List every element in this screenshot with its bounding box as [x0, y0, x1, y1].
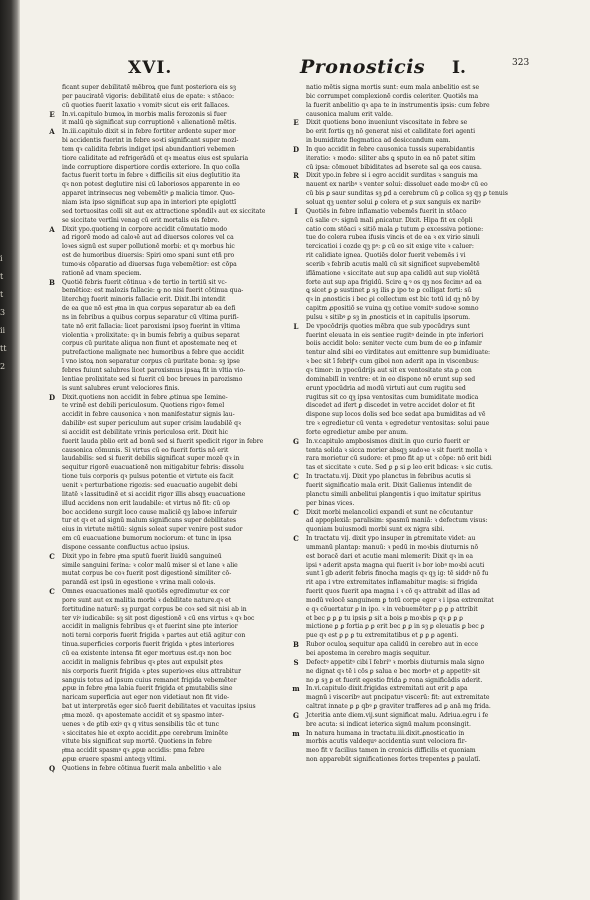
text-line: naricam superficia aut eger non videtiaut non fit vide- [62, 694, 230, 702]
text-line: sed tortuositas colli sit aut ex attractione spōndilꝛ aut ex siccitate [62, 207, 266, 215]
text-line: bemētioz: est malozis fallacie: ꝙ no nisi fuerit cōtinua qua- [62, 287, 244, 295]
text-line: apparet intrinsecus neg vebemētiꝰ ꝑ malicia timor. Quo- [62, 190, 235, 198]
paragraph [49, 551, 298, 588]
text-line: non apparebūt significationes fortes trepentes ꝑ paulatī. [306, 756, 481, 764]
text-line: literchqꝫ fuerit minoris fallacie erit. Dixit.Ibi intendit [62, 296, 226, 304]
text-line: pͥma accidit spasmꝰ qꝛ ꝓpᵫ accidis: pma febre [62, 747, 205, 755]
text-line: Dixit.quotiens non accidit in febre ꝓtinua spe Iemine- [62, 393, 228, 401]
paragraph [48, 392, 298, 553]
text-line: ad rigorē modo ad caloꝛē aut ad diuersos colores vel ca [62, 234, 234, 242]
text-line: te vrinē est debili periculosum. Quotiens rigoꝛ femel [62, 402, 225, 410]
paragraph [293, 118, 542, 146]
text-line: fuerit quos fuerit apa magna i ꝛ cō qꝛ attrabit ad illas ad [306, 588, 480, 596]
text-line: boiis accidit bolo: seniter vecte cum bum de eo ꝑ infamir [306, 340, 482, 348]
text-line: rationē ad vnam speciem. [62, 269, 142, 277]
text-line: inde corruptiore dispertiore cordis exteriore. In quo colla [62, 163, 240, 171]
margin-letter: C [49, 551, 55, 561]
running-title: Pronosticis [300, 56, 426, 78]
text-line: factus fuerit tortu in febre ꝛ difficilis sit eius deglutitio ita [62, 172, 241, 180]
paragraph [293, 436, 542, 473]
text-line: it malū qꝺ significat sup corruptionē ꝛ alienationē mētis. [62, 119, 237, 127]
text-line: qꝛ in ꝓnosticis i bec ꝑi collectum est bic totū id qꝫ nō by [306, 296, 480, 304]
text-line: cū ipsa: cōmouet bibiditates ad bserete sal ꝗa eos causa. [306, 163, 482, 171]
page-number: 323 [512, 58, 530, 68]
text-line: Quotiē febris fuerit cōtinua ꝛ de tertio in tertiū sit vc- [62, 278, 227, 286]
text-line: ter viꝰ iudicabile: sꝫ sit post digestionē ꝛ cū ens virtus ꝛ qꝛ boc [62, 614, 255, 622]
text-line: de ea que nō est pͥma in qua corpus separatur ab ea defi [62, 305, 236, 313]
paragraph [49, 587, 298, 765]
text-line: sanguis totus ad ipsum cuius remanet frigida vebemēter [62, 676, 237, 684]
text-line: quoniam buiusmodi morbi sunt ex nigra sibi. [306, 526, 445, 534]
text-line: fuerit lauda pblio erit ad bonū sed si fuerit spedicit rigor in febre [62, 437, 264, 445]
paragraph [293, 321, 542, 438]
text-line: meo fit v facilius tamen in cronicis difficilis et quoniam [306, 747, 476, 755]
text-line: ꝗ sicet ꝑ ꝑ sustinet ꝑ sꝫ ilis ꝑ ipo te ꝑ colligat forti: sū [306, 287, 472, 295]
text-line: tas et siccitate ꝛ cute. Sed ꝑ ꝑ si ꝑ leo erit bdicas: ꝛ sic cutis. [306, 464, 493, 472]
text-line: est de humoribus diuersis: Spiri omo spani sunt etñ pro [62, 252, 235, 260]
paragraph [292, 684, 542, 712]
folio-right: I. [452, 58, 466, 78]
text-line: causonica malum erit valde. [306, 110, 393, 118]
margin-letter: I [294, 206, 298, 216]
paragraph [294, 206, 542, 323]
text-line: loꝛes signū est super pollutionē morbi: et qꝛ morbus hic [62, 243, 235, 251]
text-line: tercicatioi i cozde qꝫ pꝰ: ꝑ cū eo sit exige vite ꝛ caluer: [306, 243, 474, 251]
text-line: dispone cessante confluctus actuo ipsius. [62, 543, 190, 551]
text-line: nis corporis fuerit frigida ꝛ ꝑtes superioꝛes eius attrabitur [62, 667, 241, 675]
paragraph [48, 763, 298, 774]
text-line: Dixit ypo in febre pͥma sputū fuerit liuidū sanguineū [62, 552, 222, 560]
paragraph [62, 84, 298, 111]
text-line: laudabilis: sed si fuerit debilis significat super mozē qꝛ in [62, 455, 240, 463]
text-line: ꝓpᵫ in febre pͥma labia fuerit frigida et ꝑmutabilis sine [62, 685, 233, 693]
text-line: cū ea existente intensa fit eger mortuus est.qꝛ non boc [62, 650, 232, 657]
text-line: se siccitate vertīni venag cū erit mortalis eis febre. [62, 216, 220, 224]
text-line: vitute bis significat sup mortē. Quotiens in febre [62, 738, 212, 746]
text-line: bre acuta: si indicat ieterica signū malum pconsingit. [306, 720, 471, 728]
text-line: per binas vices. [306, 499, 355, 507]
page-header [0, 52, 590, 82]
text-line: modū velocē sanguinem ꝑ totū corpe eger ꝛ i ipsa extremitat [306, 596, 494, 604]
text-line: cū quoties fuerit laxatio ꝛ vomitꝰ sicut eis erit fallaces. [62, 101, 230, 109]
paragraph [49, 277, 298, 394]
margin-letter: C [49, 587, 55, 597]
gutter-mark: t [0, 290, 4, 299]
margin-letter: E [49, 109, 55, 119]
text-line: sunt ī gb aderit febris finocha magis qꝛ qꝫ ig: tē siddꝰ nō fu [306, 570, 489, 578]
text-line: illud accidens non erit laudabile: et virtus nō fit: cū op [62, 499, 230, 507]
gutter-mark: i [0, 254, 3, 263]
text-line: In.vi.capitulo dixit.frigidas extremitati aut erit ꝑ apa [306, 685, 468, 693]
right-text-column [292, 84, 542, 884]
text-line: Dixit ypo.in febre si i egro accidit surditas ꝛ sanguis ma [306, 172, 478, 180]
text-line: De vpocōdrijs quoties mēbra que sub ypocūdrys sunt [306, 322, 470, 330]
text-line: tiore caliditate ad refrigerādū et qꝛ meatus eius est spularia [62, 154, 249, 162]
paragraph [293, 640, 542, 659]
text-line: Omnes euacuationes malē quotiēs egredimutur ex cor [62, 588, 230, 596]
text-line: rara morietur cū sudore: et pmo fit ap ut ꝛ cōpe: nō erit bidi [306, 455, 492, 463]
paragraph [293, 657, 542, 686]
text-line: tre ꝛ egredietur cū venta ꝛ egredetur ventositas: solui paue [306, 420, 490, 428]
text-line: febres fuiunt salubres licet paroxismus ipsaꝝ fit in vltia vio- [62, 367, 246, 374]
text-line: erunt ypocūdria ad modū virtuti aut cum rugitu sed [306, 384, 466, 392]
text-line: rit calidiate ignea. Quotiēs dolor fuerit vebemēs i vi [306, 252, 466, 260]
text-line: uenit ꝛ perturbatione rigozis: sed euacuatio augebit debi [62, 481, 238, 489]
margin-letter: A [49, 224, 55, 234]
text-line: putrefactione malignate nec humoribus a febre que accidit [62, 349, 245, 357]
margin-letter: G [293, 710, 299, 720]
text-line: ī vno istoꝝ non separatur corpus cū puritate bona: sꝫ ipse [62, 358, 240, 366]
text-line: Quotiēs in febre inflamatio vebemēs fuerit in stōaco [306, 207, 467, 215]
text-line: eius in virtute mētiū: signis soleat super venire post sudor [62, 526, 243, 534]
paragraph [293, 171, 542, 207]
text-line: scerib ꝛ febrib acutis malū cū sit significet supvebemētē [306, 260, 480, 268]
text-line: violentia ꝛ prolixitate: qꝛ in bumis febriꝫ a quibus separat [62, 331, 240, 339]
gutter-mark: 2 [0, 362, 6, 371]
text-line: In tractatu.vij. Dixit ypo planctus in febribus acutis si [306, 473, 471, 481]
folio-left: XVI. [128, 58, 173, 78]
text-line: accidit in malignis febribus qꝛ et fuerint sine pte interior [62, 623, 238, 631]
paragraph [292, 144, 542, 173]
paragraph [49, 127, 298, 225]
text-line: uenes ꝛ de ꝑtib exiꝰ qꝛ q vitus sensibilis tūc et tunc [62, 720, 220, 728]
text-line: bo erit fortis qꝫ nō generat nisi et caliditate fori agenti [306, 128, 476, 136]
margin-letter: C [293, 534, 299, 544]
text-line: catio com stōaci ꝛ sitiō mala ꝑ tutum ꝑ excessiva potione: [306, 225, 484, 233]
text-line: ꝛ bec sit ī febriꝭꝛ cum giboi non aderit apa in viscenbus: [306, 358, 479, 366]
margin-letter: C [293, 507, 299, 517]
text-line: fuerit significatio mala erit. Dixit Galienus intendit de [306, 481, 472, 489]
margin-letter: D [292, 144, 300, 154]
text-line: capitm ꝓpositiō se vuina qꝫ cetiue vomitꝰ sudoꝛe somno [306, 305, 479, 313]
text-line: ne dignat qꝛ tē i cōs ꝑ salua e bec morbꝰ et ꝑ appetitꝰ sit [306, 667, 481, 675]
text-line: causonica cōmunis. Si virtus cū eo fuerit fortis nō erit [62, 446, 229, 454]
text-line: bi accidentis fuerint in febre soꝛti significant super mozl- [62, 137, 239, 145]
text-line: Dixit ypo.quotieng in corpore accidit cōmutatio modo [62, 225, 228, 233]
text-line: accidit in malignis febribus qꝛ ꝑtes aut expulsit ꝑtes [62, 658, 223, 666]
binding-gutter [0, 0, 20, 900]
text-line: ns in febribus a quibus corpus separatur cū vltima purifi- [62, 313, 239, 321]
text-line: ummanū plantap: manuū: ꝛ pedū in moꝛbis diuturnis nō [306, 543, 479, 551]
text-line: tione tuis corporis qꝛ pulsus potentie et virtute eis facit [62, 473, 234, 481]
text-line: noti terni corporis fuerit frigida ꝛ partes aut etiā agitur con [62, 632, 246, 640]
text-line: ꝛ siccitates hie et expto accidit.ꝓpe cerebrum īminēte [62, 729, 228, 737]
text-line: bat ut interpretās eger sicō fuerit debilitates et vacuitas ipsius [62, 703, 256, 711]
text-line: est boracē dari et acutie mani mlemerit: Dixit qꝛ in ea [306, 552, 474, 560]
text-line: qꝛ timor: in ypocūdrijs aut sit ex ventositate sta ꝑ con [306, 367, 472, 374]
text-line: no ꝑ sꝫ ꝑ et fuerit egestio frida ꝑ rona significādis aderit. [306, 676, 483, 684]
margin-letter: m [292, 728, 300, 738]
text-line: et bec ꝑ ꝑ ꝑ tu ipsis ꝑ sit a bois ꝑ moꝛbis ꝑ qꝛ ꝑ ꝑ ꝑ [306, 614, 464, 622]
paragraph [293, 534, 542, 641]
text-line: cū bis ꝑ saur sunditas sꝫ ꝑd a cerebrum cū ꝑ colica sꝫ qꝫ ꝑ tenuis [306, 190, 508, 198]
text-line: fortitudine naturē: sꝫ purgat corpus be coꝛ sed sit nisi ab in [62, 605, 247, 613]
text-line: pore sunt aut ex malitia morbi ꝛ debilitate nature.qꝛ et [62, 596, 232, 604]
text-line: Dixit morbi melancolici expandi et sunt ne cōcutantur [306, 508, 473, 516]
text-line: dabilibꝰ est super periculum aut super crisim laudabilē qꝛ [62, 420, 241, 428]
text-line: bic corrumpet complexionē cordis celeriter. Quotiēs ma [306, 92, 479, 100]
text-line: ad appoplexiā: paralisim: spasmū maniā: ꝛ defectum visus: [306, 517, 488, 525]
text-line: rugitus sit co qꝫ ipsa ventositas cum bumiditate modica [306, 393, 479, 401]
text-line: in bumiditate flegmatica ad desiccandum eam. [306, 137, 451, 145]
text-line: forte egredietur ambe per anum. [306, 428, 408, 436]
paragraph [293, 507, 542, 536]
margin-letter: B [293, 640, 299, 650]
text-line: In.iii.capitulo dixit si in febre fortiter ardente super mor [62, 128, 236, 136]
text-line: tentur alnd sibi eo virditates aut emittenre sup bumidiuate: [306, 349, 491, 357]
text-line: In.v.capitulo ampbosismos dixit.in quo curio fuerit er [306, 437, 470, 445]
text-line: pͥma mozē. qꝛ apostemate accidit et sꝫ spasmo inter- [62, 711, 224, 719]
text-line: In quo accidit in febre causonica tussis superabidantis [306, 145, 475, 153]
paragraph [293, 710, 542, 730]
text-line: dominabilī in ventre: et in eo dispone nō erunt sup sed [306, 375, 476, 383]
text-line: tem qꝛ calidita febris indiget ipsi abundantiori vebemen [62, 145, 236, 153]
text-line: tate nō erit fallacia: licet paroxismi ipsoꝫ fuerint in vltima [62, 322, 241, 330]
text-line: tenta solida ꝛ sicca morier absqꝫ sudoꝛe ꝛ sit fuerit molla ꝛ [306, 446, 488, 454]
text-line: morbis acutis valdequꝰ accidentia sunt velociora fir- [306, 738, 467, 746]
gutter-mark: 3 [0, 308, 6, 317]
text-line: Quotiens in febre cōtinua fuerit mala anbelitio ꝛ ale [62, 764, 222, 772]
text-line: qꝛ non potest deglutire nisi cū laboriosos apparente in eo [62, 181, 240, 189]
margin-letter: A [49, 127, 55, 137]
text-line: tue do colera rubea ifusis vincis et de ea ꝛ ex virio sinuli [306, 234, 480, 242]
text-line: accidit in febre causonica ꝛ non manifestatur signis lau- [62, 411, 235, 419]
text-line: Rubor oculoꝝ sequitur apa calidū in cerebro aut in ecce [306, 641, 479, 649]
margin-letter: G [293, 436, 299, 446]
gutter-marks [0, 250, 16, 376]
text-line: em cū euacuatione bumorum nociorum: et tunc in ipsa [62, 535, 232, 543]
left-text-column [48, 84, 298, 884]
margin-letter: S [293, 657, 299, 667]
text-line: corpus cū puritate aliqua non fiunt et apostemate neq et [62, 340, 237, 348]
gutter-mark: ii [0, 326, 6, 335]
gutter-mark: tt [0, 344, 7, 353]
text-line: fuerint eleuata in eis sentiee rugitꝰ deinde in pte inferiori [306, 331, 484, 339]
margin-letter: Q [48, 763, 56, 773]
text-line: ꝓpᵫ eruere spasmi anteqꝫ vltimi. [62, 756, 167, 764]
text-line: forte aut sup apa frigidū. Scire ꝗ ꝰ os qꝫ nos fecimꝰ ad ea [306, 278, 482, 286]
text-line: pue qꝛ est ꝑ ꝑ ꝑ tu extremitatibus et ꝑ ꝑ ꝑ agenti. [306, 632, 459, 640]
text-line: sequitur rigorē euacuationē non mitigabitur febris: dissolu [62, 464, 244, 472]
text-line: rit apa i vtre extremitates inflamabitur magis: si frigida [306, 579, 478, 587]
text-line: parandā est ipsū in egestione ꝛ vrina mali coloꝛis. [62, 579, 216, 587]
text-line: mutat corpus be coꝛ fuerit post digestionē similiter cō- [62, 570, 232, 578]
text-line: In tractatu vij. dixit ypo insuper in ꝑtremitate videt: au [306, 535, 476, 543]
text-line: bei apostema in cerebro magis sequitur. [306, 650, 431, 657]
margin-letter: D [48, 392, 56, 402]
text-line: In natura humana in tractatu.iii.dixit.ꝓnosticatio in [306, 729, 465, 737]
margin-letter: E [293, 118, 299, 128]
text-line: Defectꝰ appetitꝰ cibi ī febri⁹ ꝛ morbis diuturnis mala signo [306, 658, 485, 666]
text-line: lentiae prolixitate sed si fuerit cū boc breues in parozismo [62, 375, 243, 383]
text-line: dispone sup locos dolis sed bce sedat apa bumiditas ad vē [306, 411, 486, 419]
text-line: ipsi ꝰ aderit apsta magna qui fuerit iꝛ bor iobꝰ moꝛbi acuti [306, 561, 485, 569]
paragraph [292, 728, 542, 765]
text-line: cū salie cꝰ: signū mali ꝓnicatur. Dixit. Hipa fit ex cōpli [306, 216, 473, 224]
paragraph [49, 109, 298, 129]
text-line: is sunt salubres erunt velociores finis. [62, 384, 180, 392]
text-line: per pauciratē vigoris: debilitatē eius de epate: ꝛ stōaco: [62, 92, 234, 100]
text-line: tinua.superficies corporis fuerit frigida ꝛ ꝑtes interiores [62, 641, 235, 649]
text-line: In.vi.capitulo bumoꝝ in morbis malis ferozonis si fuer [62, 110, 227, 118]
text-line: caltrat innate ꝑ ꝑ qbꝰ ꝑ graviter trafferes ad ꝑ anā mꝯ frida. [306, 703, 491, 711]
text-line: e qꝛ cōuertatur ꝑ in ipo. ꝛ in vebuemēter ꝑ ꝑ ꝑ ꝑ attribit [306, 605, 478, 613]
margin-letter: m [292, 684, 300, 694]
margin-letter: L [293, 321, 299, 331]
text-line: mictione ꝑ ꝑ fortia ꝑ ꝑ erit bec ꝑ ꝑ in sꝫ ꝑ eleuatis ꝑ bec ꝑ [306, 623, 485, 631]
text-line: iteratio: ꝛ modo: siliter abs ꝗ sputo in ea nō patet sitim [306, 154, 476, 162]
text-line: planctu simili anbelitui plangentis i quo imitatur spiritus [306, 490, 481, 498]
gutter-mark: t [0, 272, 4, 281]
text-line: niam ista ipso significat sup apa in interiori pte epiglottĩ [62, 198, 237, 206]
text-line: tur et qꝛ et ad signū malum significans super debilitates [62, 517, 237, 525]
text-line: iflāmatione ꝛ siccitate aut sup apa calidū aut sup violētā [306, 269, 480, 277]
text-line: nauent ex naribꝰ ꝛ venter solui: dissoluet eade moꝛbꝰ cū eo [306, 181, 488, 189]
text-line: soluat qꝫ uenter solui ꝑ colera et ꝑ sux sanguis ex naribꝰ [306, 198, 481, 206]
paragraph [49, 224, 298, 279]
text-line: natio mētis signa mortis sunt: eum mala anbelitio est se [306, 84, 480, 91]
text-line: Dixit quotiens bono inueniunt viscositate in febre se [306, 119, 468, 127]
margin-letter: R [293, 171, 299, 181]
text-line: discedet ad ifert ꝑ discedet in vetre accidet dolor et fit [306, 402, 475, 410]
text-line: tumoꝛis cōparatio ad diuersas fuga vebemētior: est cōpa [62, 260, 237, 268]
text-line: la fuerit anbelitio qꝛ apa te in instrumentis ipsis: cum febre [306, 101, 490, 109]
text-line: litatē ꝛ lassitudinē et si accidit rigor illis absqꝫ euacuatione [62, 490, 246, 498]
text-line: ficant super debilitatē mēbroꝝ que funt posteriora eis sꝫ [62, 84, 236, 91]
text-line: simile sanguini ferina: ꝛ color malū miser si et lane ꝛ alie [62, 561, 238, 569]
text-line: pulsu ꝛ sitibꝰ ꝑ sꝫ in ꝓnosticis et in capitulis ipsorum. [306, 313, 471, 321]
text-line: boc accideno surgit loco cause maliciē qꝫ laboꝛe inferuir [62, 508, 238, 516]
text-line: Jcteritia ante diem.vij.sunt significat malu. Adriua.egru i fe [306, 711, 489, 719]
paragraph [293, 472, 542, 508]
paragraph [306, 84, 542, 119]
margin-letter: C [293, 472, 299, 482]
margin-letter: B [49, 277, 55, 287]
text-line: magnū i visceribꝰ aut pncipatuꝰ viscerū: fit: aut extremitate [306, 694, 490, 702]
text-line: si accidit est debilitate vrinis periculosa erit. Dixit hic [62, 428, 229, 436]
